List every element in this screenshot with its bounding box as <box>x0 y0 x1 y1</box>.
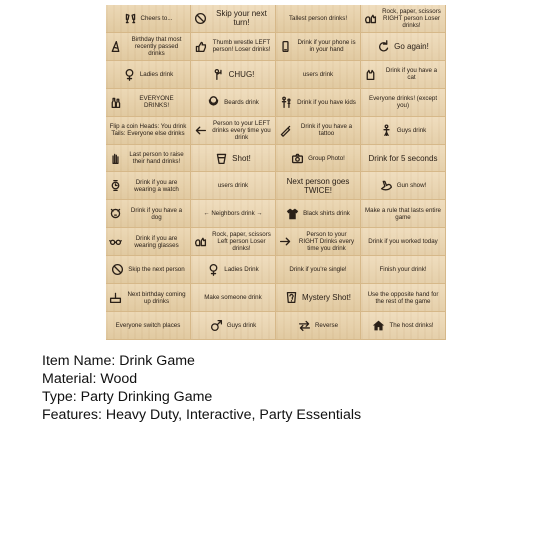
game-tile <box>191 200 276 228</box>
repeat-icon <box>377 40 390 53</box>
game-tile <box>361 200 446 228</box>
tile-text: Skip the next person <box>128 266 185 274</box>
tile-grid <box>106 5 446 340</box>
game-tile <box>276 312 361 340</box>
game-tile <box>276 284 361 312</box>
arrow-left-icon <box>194 124 207 137</box>
tile-text: Drink if you have a cat <box>385 67 438 82</box>
tile-text: Drink if you worked today <box>368 238 438 246</box>
game-tile <box>276 5 361 33</box>
thumb-icon <box>194 40 207 53</box>
tile-text: users drink <box>217 182 249 190</box>
tile-text: Thumb wrestle LEFT person! Loser drinks! <box>212 39 271 54</box>
game-tile <box>106 33 191 61</box>
female-icon <box>123 68 136 81</box>
game-tile <box>276 145 361 173</box>
tile-text: Everyone drinks! (except you) <box>368 95 438 110</box>
product-caption <box>42 352 361 424</box>
game-tile <box>191 61 276 89</box>
tile-text: Group Photo! <box>308 154 345 162</box>
game-tile <box>276 89 361 117</box>
tile-text: Drink if you're single! <box>289 266 347 274</box>
wooden-game-board <box>106 5 446 340</box>
tile-text: Go again! <box>394 41 429 51</box>
house-icon <box>372 319 385 332</box>
hands-icon <box>364 12 377 25</box>
tile-text: Next person goes TWICE! <box>286 176 350 195</box>
tile-text: Shot! <box>232 153 251 163</box>
game-tile <box>191 228 276 256</box>
party-hat-icon <box>109 40 122 53</box>
game-tile <box>276 33 361 61</box>
tile-text: Guys drink <box>226 322 257 330</box>
tile-text: Drink if you have kids <box>297 98 356 106</box>
game-tile <box>276 172 361 200</box>
game-tile <box>106 256 191 284</box>
game-tile <box>361 145 446 173</box>
tile-text: Mystery Shot! <box>302 293 351 303</box>
caption-type: Type: Party Drinking Game <box>42 389 213 405</box>
tile-text: Guys drink <box>396 126 427 134</box>
tile-text: The host drinks! <box>389 322 434 330</box>
tile-text: Ladies drink <box>139 70 174 78</box>
male-icon <box>210 319 223 332</box>
tile-text: Beards drink <box>224 98 259 106</box>
tile-text: Make a rule that lasts entire game <box>364 206 441 221</box>
shot-glass-icon <box>215 152 228 165</box>
tile-text: Reverse <box>314 322 339 330</box>
tile-text: Use the opposite hand for the rest of the game <box>367 290 439 305</box>
game-tile <box>276 117 361 145</box>
cake-icon <box>109 291 122 304</box>
game-tile <box>276 228 361 256</box>
game-tile <box>361 117 446 145</box>
no-sign-icon <box>111 263 124 276</box>
game-tile <box>191 256 276 284</box>
tile-text: Drink for 5 seconds <box>368 153 438 163</box>
game-tile <box>361 5 446 33</box>
game-tile <box>276 61 361 89</box>
game-tile <box>191 33 276 61</box>
game-tile <box>361 312 446 340</box>
game-tile <box>106 172 191 200</box>
tile-text: Ladies Drink <box>224 266 259 274</box>
family-icon <box>280 96 293 109</box>
phone-icon <box>279 40 292 53</box>
no-sign-icon <box>194 12 207 25</box>
game-tile <box>191 312 276 340</box>
game-tile <box>106 145 191 173</box>
tile-text: Tallest person drinks! <box>288 14 348 22</box>
game-tile <box>191 89 276 117</box>
man-icon <box>380 124 393 137</box>
game-tile <box>106 117 191 145</box>
game-tile <box>106 312 191 340</box>
game-tile <box>106 200 191 228</box>
raised-hand-icon <box>109 152 122 165</box>
tile-text: Drink if your phone is in your hand <box>297 39 356 54</box>
tile-text: Drink if you are wearing glasses <box>134 234 179 249</box>
tattoo-icon <box>279 124 292 137</box>
tile-text: Last person to raise their hand drinks! <box>129 151 184 166</box>
tile-text: Next birthday coming up drinks <box>127 290 186 305</box>
bicep-icon <box>380 179 393 192</box>
game-tile <box>191 172 276 200</box>
tile-text: Make someone drink <box>204 294 262 302</box>
game-tile <box>361 33 446 61</box>
game-tile <box>191 284 276 312</box>
game-tile <box>276 256 361 284</box>
game-tile <box>361 61 446 89</box>
beard-icon <box>207 96 220 109</box>
game-tile <box>361 89 446 117</box>
game-tile <box>191 145 276 173</box>
tile-text: Rock, paper, scissors Left person Loser drinks! <box>212 231 271 253</box>
question-glass-icon <box>285 291 298 304</box>
tile-text: Drink if you have a tattoo <box>300 123 353 138</box>
caption-item-name: Item Name: Drink Game <box>42 353 195 369</box>
shirt-icon <box>286 207 299 220</box>
tile-text: Rock, paper, scissors RIGHT person Loser drinks! <box>382 7 441 29</box>
tile-text: Birthday that most recently passed drinks <box>131 35 182 57</box>
tile-text: Person to your LEFT drinks every time you drink <box>212 119 271 141</box>
arrow-right-icon <box>279 235 292 248</box>
game-tile <box>106 89 191 117</box>
camera-icon <box>291 152 304 165</box>
game-tile <box>106 284 191 312</box>
dog-icon <box>109 207 122 220</box>
caption-features: Features: Heavy Duty, Interactive, Party Essentials <box>42 407 362 423</box>
tile-text: Gun show! <box>396 182 427 190</box>
game-tile <box>361 284 446 312</box>
tile-text: ← Neighbors drink → <box>203 210 263 218</box>
tile-text: Person to your RIGHT Drinks every time you drink <box>298 231 355 253</box>
cat-icon <box>364 68 377 81</box>
tile-text: CHUG! <box>228 69 255 79</box>
caption-material: Material: Wood <box>42 371 138 387</box>
reverse-icon <box>298 319 311 332</box>
game-tile <box>191 5 276 33</box>
tile-text: Skip your next turn! <box>216 9 267 28</box>
tile-text: Finish your drink! <box>379 266 427 274</box>
hands-icon <box>194 235 207 248</box>
bottles-icon <box>109 96 122 109</box>
game-tile <box>106 61 191 89</box>
game-tile <box>361 256 446 284</box>
tile-text: Black shirts drink <box>303 210 350 218</box>
tile-text: Drink if you are wearing a watch <box>134 178 179 193</box>
glasses-icon <box>109 235 122 248</box>
chug-icon <box>212 68 225 81</box>
tile-text: Drink if you have a dog <box>130 206 183 221</box>
female-icon <box>207 263 220 276</box>
game-tile <box>106 5 191 33</box>
tile-text: Everyone switch places <box>115 322 181 330</box>
game-tile <box>361 172 446 200</box>
toast-glasses-icon <box>124 12 137 25</box>
watch-icon <box>109 179 122 192</box>
tile-text: Flip a coin Heads: You drink Tails: Everyone else drinks <box>109 123 187 138</box>
game-tile <box>361 228 446 256</box>
game-tile <box>191 117 276 145</box>
tile-text: users drink <box>302 70 334 78</box>
game-tile <box>106 228 191 256</box>
game-tile <box>276 200 361 228</box>
tile-text: EVERYONE DRINKS! <box>139 95 174 110</box>
tile-text: Cheers to... <box>140 14 173 22</box>
